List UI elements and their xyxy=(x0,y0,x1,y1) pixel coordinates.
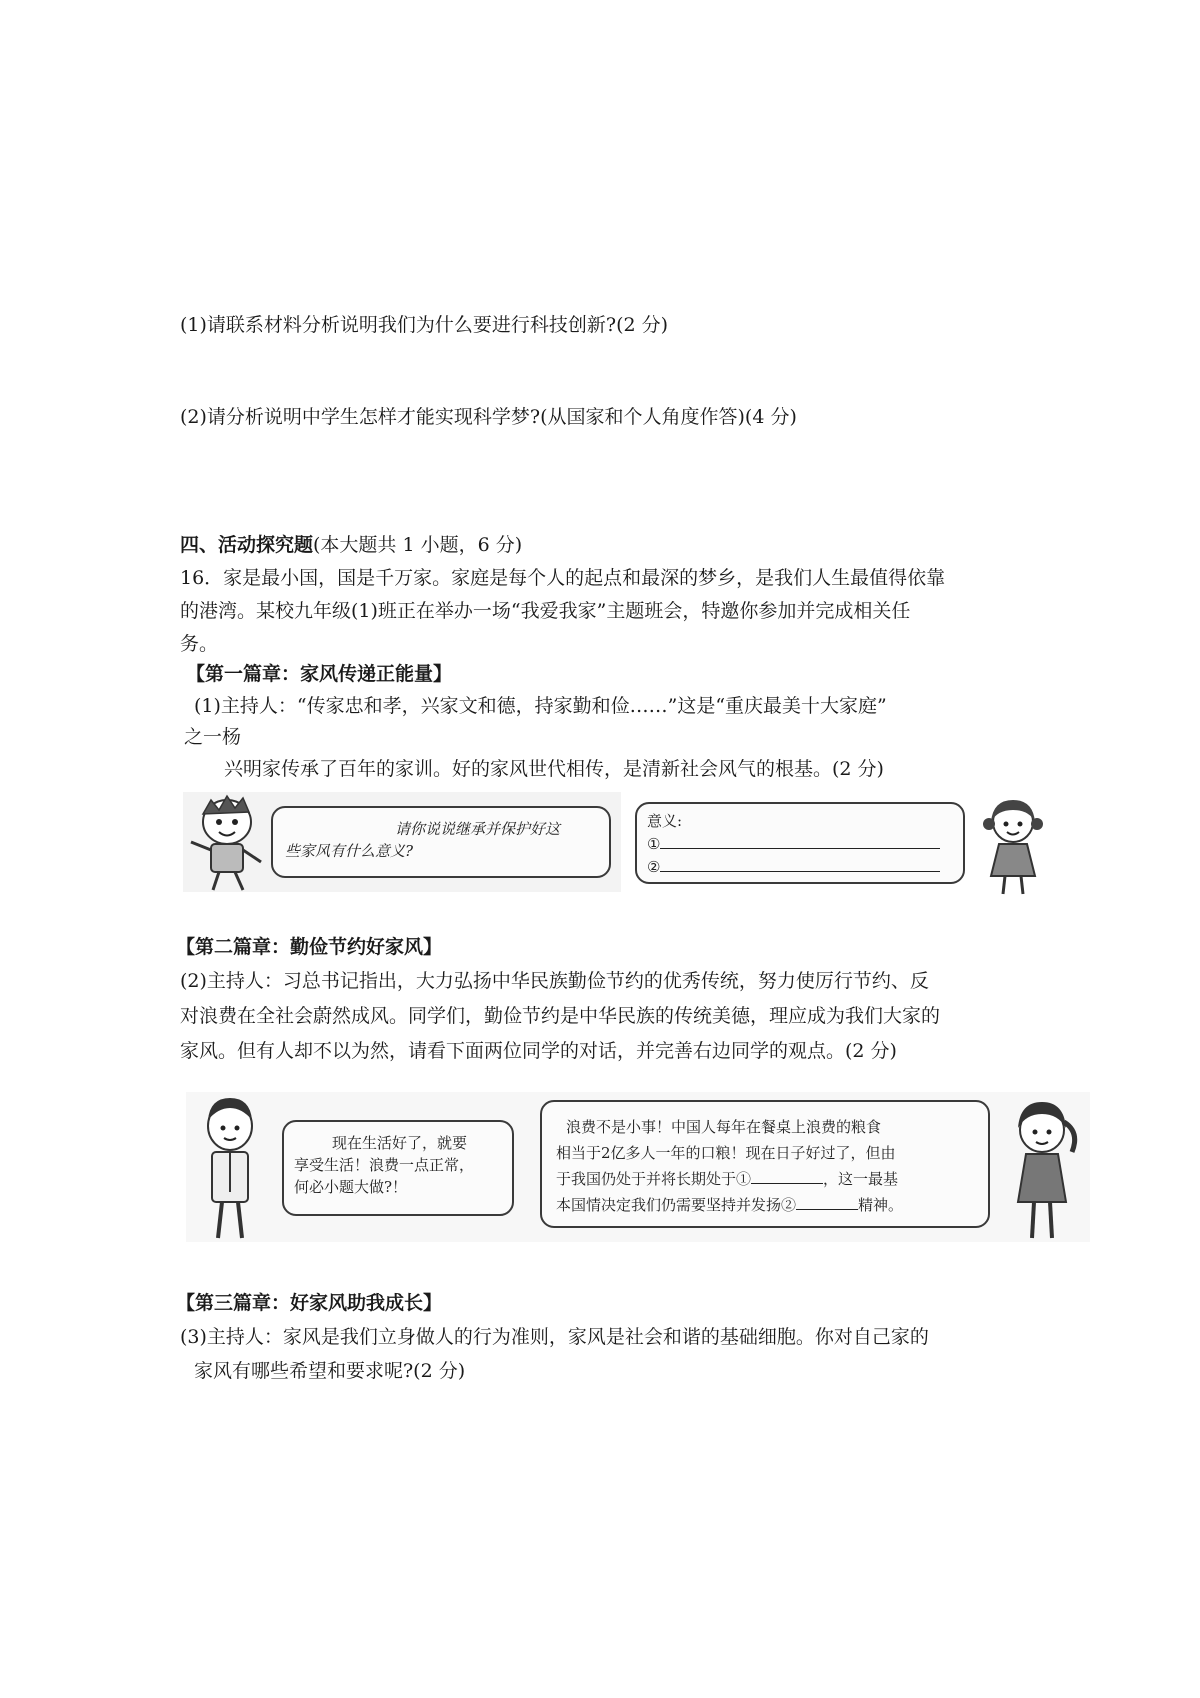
girl-cartoon-icon xyxy=(973,792,1053,896)
chapter-2-question: (2)主持人：习总书记指出，大力弘扬中华民族勤俭节约的优秀传统，努力使厉行节约、反 xyxy=(180,970,929,992)
bubble-text: 现在生活好了，就要 xyxy=(332,1134,468,1152)
chapter-2-left-speech-bubble xyxy=(282,1120,514,1216)
chapter-2-title: 【第二篇章：勤俭节约好家风】 xyxy=(176,936,443,958)
bubble-text-with-blank xyxy=(556,1166,974,1192)
chapter-3-title: 【第三篇章：好家风助我成长】 xyxy=(176,1292,443,1314)
chapter-1-question: 之一杨 xyxy=(184,726,242,748)
bubble-text: 何必小题大做?！ xyxy=(294,1178,408,1196)
answer-marker: ① xyxy=(647,835,661,853)
answer-blank-2[interactable] xyxy=(660,855,940,872)
boy-student-cartoon-icon xyxy=(192,1092,272,1242)
bubble-text: 相当于2亿多人一年的口粮！现在日子好过了，但由 xyxy=(556,1144,896,1162)
chapter-2-question: 对浪费在全社会蔚然成风。同学们，勤俭节约是中华民族的传统美德，理应成为我们大家的 xyxy=(180,1005,941,1027)
section-note: (本大题共 1 小题，6 分) xyxy=(313,534,523,556)
question-15-2: (2)请分析说明中学生怎样才能实现科学梦?(从国家和个人角度作答)(4 分) xyxy=(180,406,797,428)
answer-blank-1[interactable] xyxy=(751,1167,823,1184)
question-16-line: 16．家是最小国，国是千万家。家庭是每个人的起点和最深的梦乡，是我们人生最值得依靠 xyxy=(180,567,946,589)
section-heading xyxy=(180,532,522,558)
girl-student-cartoon-icon xyxy=(1000,1092,1084,1242)
bubble-text: 于我国仍处于并将长期处于① xyxy=(556,1170,752,1188)
answer-blank-1[interactable] xyxy=(660,832,940,849)
bubble-text: 本国情决定我们仍需要坚持并发扬② xyxy=(556,1196,797,1214)
chapter-2-right-speech-bubble xyxy=(540,1100,990,1228)
bubble-text: 些家风有什么意义? xyxy=(285,842,414,860)
bubble-text: ，这一最基 xyxy=(823,1170,899,1188)
chapter-3-question: (3)主持人：家风是我们立身做人的行为准则，家风是社会和谐的基础细胞。你对自己家的 xyxy=(180,1326,929,1348)
chapter-1-answer-bubble xyxy=(635,802,965,884)
section-title: 四、活动探究题 xyxy=(180,534,314,556)
chapter-1-illustration-right xyxy=(631,792,1056,896)
boy-cartoon-icon xyxy=(185,792,280,892)
question-16-line: 的港湾。某校九年级(1)班正在举办一场“我爱我家”主题班会，特邀你参加并完成相关任 xyxy=(180,600,911,622)
chapter-2-question: 家风。但有人却不以为然，请看下面两位同学的对话，并完善右边同学的观点。(2 分) xyxy=(180,1040,897,1062)
bubble-text: 精神。 xyxy=(858,1196,904,1214)
answer-line-2 xyxy=(647,855,953,878)
answer-line-1 xyxy=(647,832,953,855)
chapter-1-title: 【第一篇章：家风传递正能量】 xyxy=(186,663,453,685)
chapter-1-left-speech-bubble xyxy=(271,806,611,878)
question-15-1: (1)请联系材料分析说明我们为什么要进行科技创新?(2 分) xyxy=(180,314,669,336)
bubble-text: 请你说说继承并保护好这 xyxy=(395,820,561,838)
chapter-1-question: 兴明家传承了百年的家训。好的家风世代相传，是清新社会风气的根基。(2 分) xyxy=(224,758,884,780)
chapter-1-question: (1)主持人：“传家忠和孝，兴家文和德，持家勤和俭……”这是“重庆最美十大家庭” xyxy=(194,695,887,717)
chapter-2-illustration xyxy=(186,1092,1090,1242)
answer-label: 意义: xyxy=(647,812,683,830)
bubble-text: 浪费不是小事！中国人每年在餐桌上浪费的粮食 xyxy=(566,1118,882,1136)
bubble-text: 享受生活！浪费一点正常， xyxy=(294,1156,475,1174)
answer-marker: ② xyxy=(647,858,661,876)
bubble-text-with-blank xyxy=(556,1192,974,1218)
answer-blank-2[interactable] xyxy=(796,1193,858,1210)
chapter-3-question: 家风有哪些希望和要求呢?(2 分) xyxy=(194,1360,466,1382)
question-16-line: 务。 xyxy=(180,633,219,655)
chapter-1-illustration-left xyxy=(183,792,621,892)
